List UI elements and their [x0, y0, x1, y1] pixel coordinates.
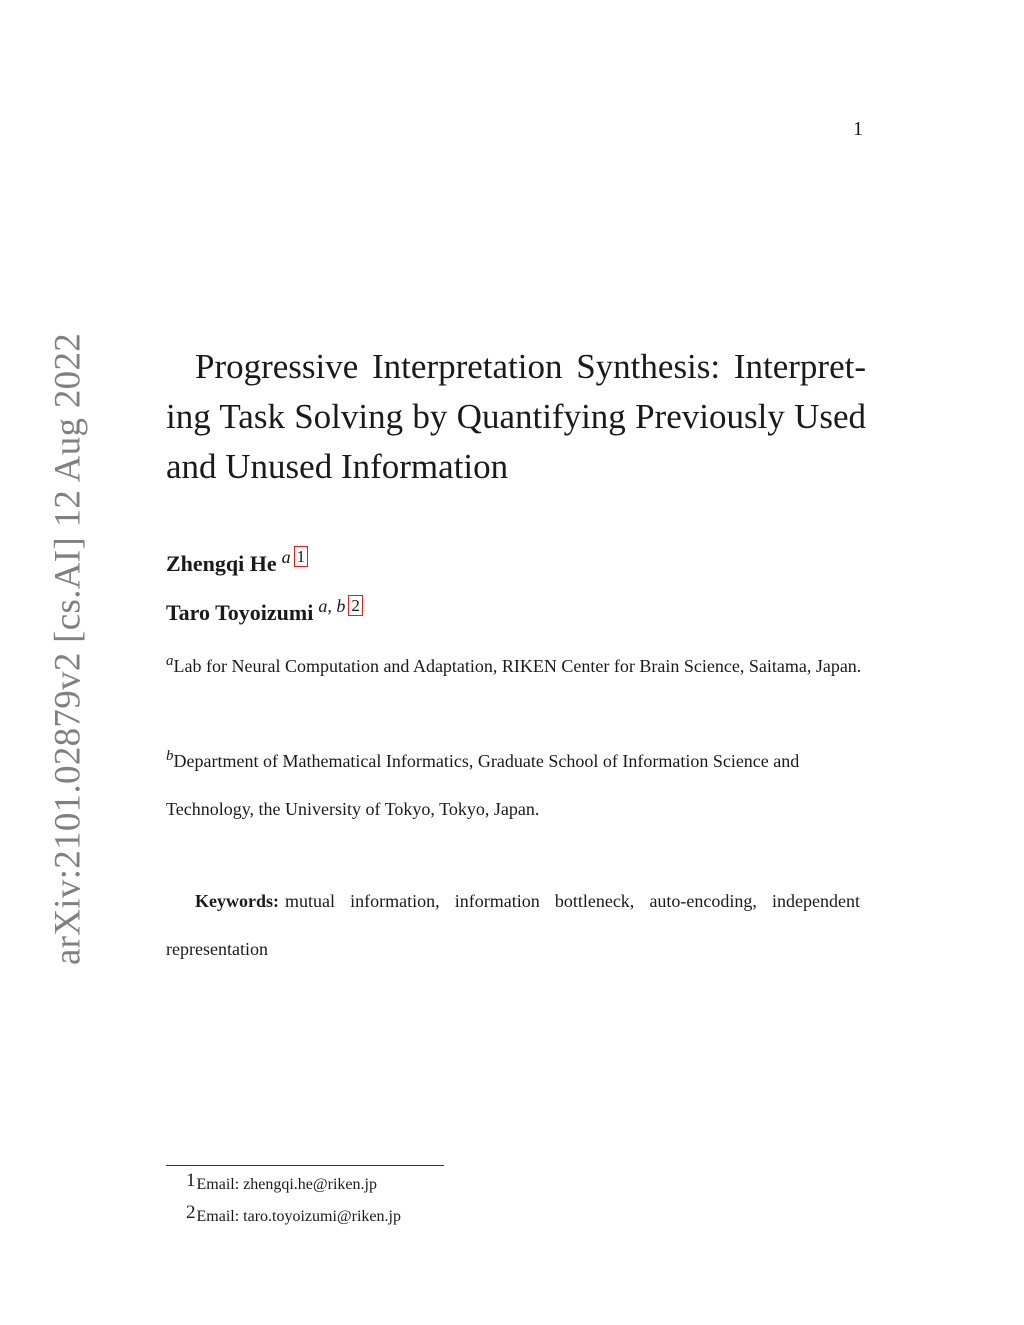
affiliation-text: Department of Mathematical Informatics, Graduate School of Information Science and Technology, the University of Tokyo, Tokyo, Japan. [166, 751, 800, 819]
footnote-link-1[interactable]: 1 [294, 546, 309, 567]
author-1 [166, 546, 308, 577]
footnote-mark: 2 [186, 1202, 196, 1223]
footnote-divider [166, 1165, 444, 1166]
paper-title: Progressive Interpretation Synthesis: Interpreting Task Solving by Quantifying Previously Used and Unused Information [166, 347, 866, 486]
author-name: Taro Toyoizumi [166, 600, 314, 625]
affiliation-b [166, 732, 876, 833]
author-affiliation-mark: a, b [318, 596, 346, 616]
keywords-text: mutual information, information bottleneck, auto-encoding, independent representation [166, 891, 860, 959]
affiliation-mark: b [166, 748, 174, 764]
author-2 [166, 595, 363, 626]
page-number: 1 [853, 118, 863, 140]
affiliation-mark: a [166, 653, 174, 669]
footnote-text: Email: taro.toyoizumi@riken.jp [196, 1208, 401, 1225]
keywords-label: Keywords: [195, 891, 279, 911]
affiliation-a [166, 637, 876, 690]
arxiv-identifier-stamp[interactable]: arXiv:2101.02879v2 [cs.AI] 12 Aug 2022 [47, 332, 89, 966]
footnote-text: Email: zhengqi.he@riken.jp [196, 1176, 377, 1193]
footnote-link-2[interactable]: 2 [348, 595, 363, 616]
affiliation-text: Lab for Neural Computation and Adaptation, RIKEN Center for Brain Science, Saitama, Japan. [173, 656, 862, 676]
author-affiliation-mark: a [281, 547, 291, 567]
keywords-paragraph [166, 877, 860, 973]
footnote-mark: 1 [186, 1170, 196, 1191]
author-name: Zhengqi He [166, 551, 277, 576]
footnote-1 [186, 1170, 377, 1194]
footnote-2 [186, 1202, 401, 1226]
